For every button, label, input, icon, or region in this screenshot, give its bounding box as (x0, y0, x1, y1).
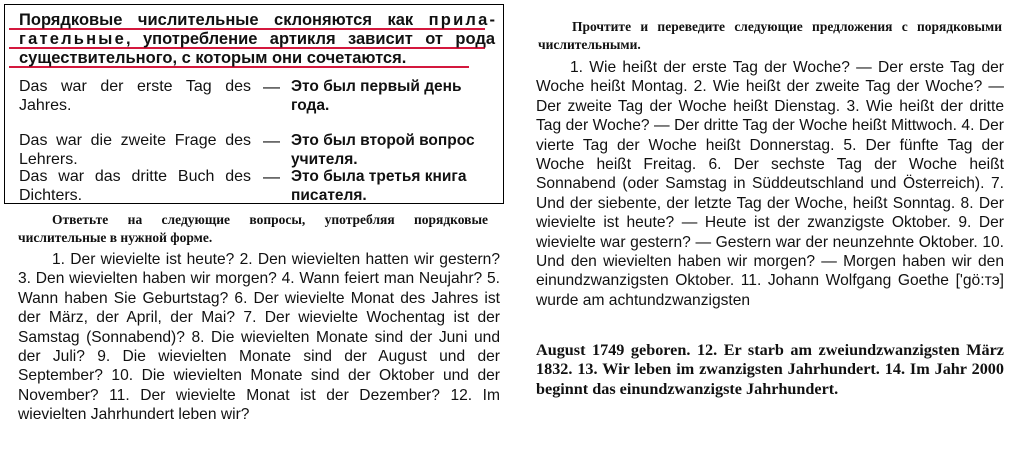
example-german: Das war das dritte Buch des Dichters. (19, 168, 251, 204)
exercise-right-body-b: August 1749 geboren. 12. Er starb am zweiundzwanzigsten März 1832. 13. Wir leben im zwanzigsten Jahrhundert. 14. Im Jahr 2000 beginnt das einundzwanzigste Jahrhundert. (536, 341, 1004, 398)
exercise-right-instruction: Прочтите и переведите следующие предложения с порядковыми числительными. (538, 19, 1002, 52)
example-russian: Это был первый день года. (291, 78, 462, 114)
exercise-right-body-a: 1. Wie heißt der erste Tag der Woche? — Der erste Tag der Woche heißt Montag. 2. Wie heißt der zweite Tag der Woche? — Der zweite Tag der Woche heißt Dienstag. 3. Wie heißt der dritte Tag der Woche? — Der dritte Tag der Woche heißt Mittwoch. 4. Der vierte Tag der Woche heißt Donnerstag. 5. Der fünfte Tag der Woche heißt Freitag. 6. Der sechste Tag der Woche heißt Sonnabend (oder Samstag in Süddeutschland und Österreich). 7. Und der siebente, der letzte Tag der Woche, heißt Sonntag. 8. Der wievielte ist heute? — Heute ist der zwanzigste Oktober. 9. Der wievielte war gestern? — Gestern war der neunzehnte Oktober. 10. Und den wievielten haben wir morgen? — Morgen haben wir den einundzwanzigsten Oktober. 11. Johann Wolfgang Goethe ['gö:тэ] wurde am achtundzwanzigsten (536, 59, 1004, 309)
rule-text-part2: , употребление артикля зависит от рода существительного, с которым они сочетаются. (19, 30, 495, 67)
exercise-left-body: 1. Der wievielte ist heute? 2. Den wievielten hatten wir gestern? 3. Den wievielten haben wir morgen? 4. Wann feiert man Neujahr? 5. Wann haben Sie Geburtstag? 6. Der wievielte Monat des Jahres ist der März, der April, der Mai? 7. Der wievielte Wochentag ist der Samstag (Sonnabend)? 8. Die wievielten Monate sind der Juni und der Juli? 9. Die wievielten Monate sind der August und der September? 10. Die wievielten Monate sind der Oktober und der November? 11. Der wievielte Monat ist der Dezember? 12. Im wievielten Jahrhundert leben wir? (18, 251, 500, 424)
example-row-1 (19, 77, 499, 119)
rule-text (19, 11, 495, 68)
rule-text-spaced: прилагательные (19, 11, 495, 48)
example-row-3 (19, 167, 499, 209)
rule-text-part1: Порядковые числительные склоняются как (19, 11, 429, 29)
example-german: Das war die zweite Frage des Lehrers. (19, 132, 251, 168)
example-german: Das war der erste Tag des Jahres. (19, 78, 251, 114)
example-dash: — (263, 167, 280, 186)
grammar-rule-box (4, 4, 504, 204)
right-column (528, 0, 1012, 465)
example-russian: Это была третья книга писателя. (291, 168, 467, 204)
example-russian: Это был второй вопрос учителя. (291, 132, 475, 168)
exercise-left-instruction: Ответьте на следующие вопросы, употребляя порядковые числительные в нужной форме. (18, 212, 488, 245)
example-dash: — (263, 131, 280, 150)
example-dash: — (263, 77, 280, 96)
